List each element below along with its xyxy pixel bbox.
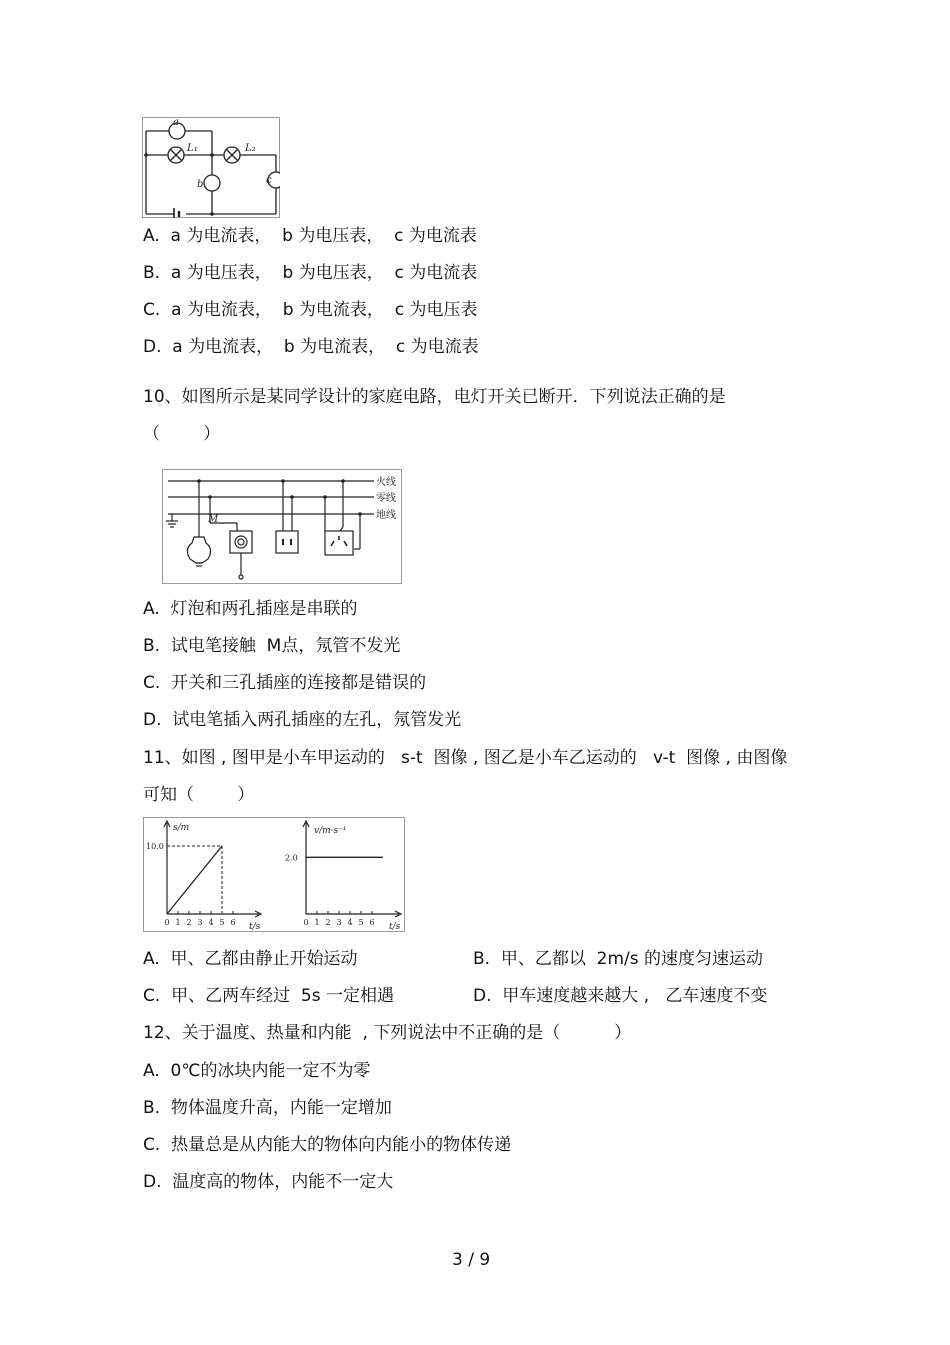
chart-vt-xtick: 0 — [303, 918, 309, 927]
chart-vt-xtick: 4 — [347, 918, 353, 927]
q12-option-b: B. 物体温度升高，内能一定增加 — [143, 1098, 392, 1118]
q11-stem: 11、如图 , 图甲是小车甲运动的 s-t 图像 , 图乙是小车乙运动的 v-t 图像 , 由图像 — [143, 748, 788, 768]
q9-option-a: A. a 为电流表， b 为电压表， c 为电流表 — [143, 226, 477, 246]
q9-label-l2: L₂ — [245, 143, 256, 154]
chart-vt-xlabel: t/s — [389, 922, 401, 932]
q9-label-c: c — [266, 175, 272, 186]
chart-st-xtick: 6 — [230, 918, 236, 927]
q11-option-c: C. 甲、乙两车经过 5s 一定相遇 — [143, 986, 394, 1006]
q9-label-l1: L₁ — [187, 143, 198, 154]
q11-graphs-figure — [143, 817, 405, 932]
chart-st-xtick: 5 — [219, 918, 225, 927]
q11-option-a: A. 甲、乙都由静止开始运动 — [143, 949, 358, 969]
q10-label-ground: 地线 — [376, 510, 396, 521]
q9-label-b: b — [197, 179, 204, 190]
q10-option-d: D. 试电笔插入两孔插座的左孔，氖管发光 — [143, 710, 462, 730]
q12-option-c: C. 热量总是从内能大的物体向内能小的物体传递 — [143, 1135, 512, 1155]
chart-st-xlabel: t/s — [249, 922, 261, 932]
q9-circuit-figure — [142, 117, 280, 218]
chart-vt-xtick: 1 — [314, 918, 320, 927]
chart-st-xtick: 2 — [186, 918, 192, 927]
chart-vt-ylabel: v/m·s⁻¹ — [314, 826, 347, 836]
chart-st-xtick: 4 — [208, 918, 214, 927]
q10-option-b: B. 试电笔接触 M点，氖管不发光 — [143, 636, 401, 656]
chart-st-xtick: 0 — [164, 918, 170, 927]
q10-label-neutral: 零线 — [376, 493, 396, 504]
q11-stem-paren: 可知（ ） — [143, 785, 255, 805]
q10-stem-paren: （ ） — [143, 424, 221, 444]
chart-st-ytick: 10.0 — [146, 842, 164, 851]
chart-vt-xtick: 6 — [369, 918, 375, 927]
chart-vt-ytick: 2.0 — [285, 853, 298, 863]
page-number: 3 / 9 — [452, 1250, 491, 1270]
chart-vt-xtick: 3 — [336, 918, 342, 927]
q12-option-d: D. 温度高的物体，内能不一定大 — [143, 1172, 394, 1192]
q10-household-circuit-figure — [162, 469, 402, 584]
q10-option-c: C. 开关和三孔插座的连接都是错误的 — [143, 673, 427, 693]
chart-st-ylabel: s/m — [173, 823, 190, 833]
q11-option-b: B. 甲、乙都以 2m/s 的速度匀速运动 — [473, 949, 764, 969]
q10-stem: 10、如图所示是某同学设计的家庭电路，电灯开关已断开．下列说法正确的是 — [143, 387, 726, 407]
q9-option-b: B. a 为电压表， b 为电压表， c 为电流表 — [143, 263, 478, 283]
q9-option-c: C. a 为电流表， b 为电流表， c 为电压表 — [143, 300, 478, 320]
chart-st-xtick: 1 — [175, 918, 181, 927]
chart-st-xtick: 3 — [197, 918, 203, 927]
q11-option-d: D. 甲车速度越来越大 , 乙车速度不变 — [473, 986, 768, 1006]
chart-vt-xtick: 5 — [358, 918, 364, 927]
q10-label-live: 火线 — [376, 477, 396, 488]
q9-option-d: D. a 为电流表， b 为电流表， c 为电流表 — [143, 337, 479, 357]
chart-vt-xtick: 2 — [325, 918, 331, 927]
q9-label-a: a — [173, 117, 179, 128]
q12-option-a: A. 0℃的冰块内能一定不为零 — [143, 1061, 371, 1081]
q10-label-m: M — [208, 514, 219, 525]
q12-stem: 12、关于温度、热量和内能 , 下列说法中不正确的是（ ） — [143, 1023, 632, 1043]
q10-option-a: A. 灯泡和两孔插座是串联的 — [143, 599, 358, 619]
